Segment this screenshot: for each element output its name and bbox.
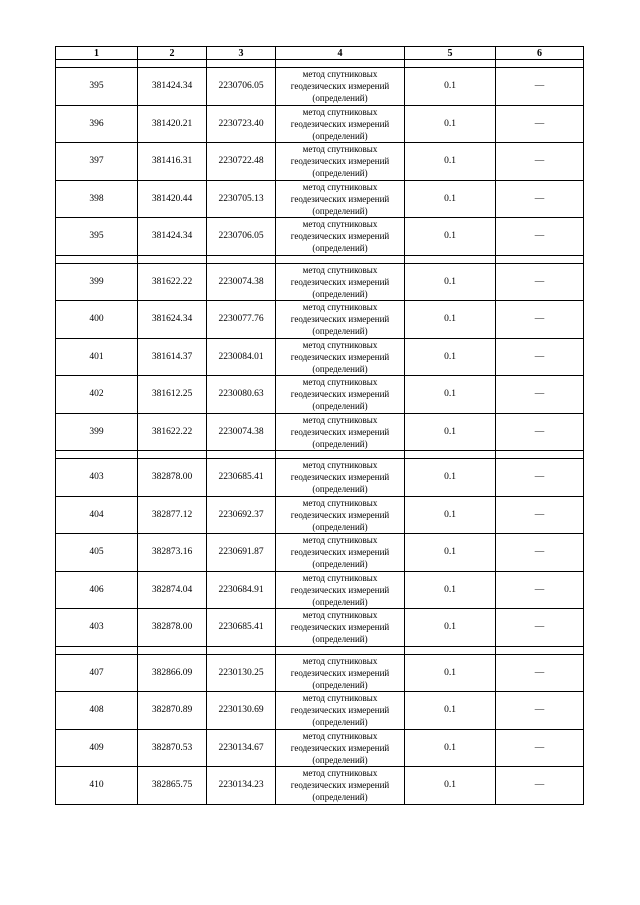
empty-cell	[138, 646, 207, 654]
method-text-line: метод спутниковых	[302, 181, 378, 192]
method-text-line: геодезических измерений	[290, 156, 390, 167]
y-coordinate-cell: 2230134.67	[207, 729, 276, 767]
method-text-line: геодезических измерений	[290, 389, 390, 400]
method-text-line: (определений)	[312, 596, 368, 607]
table-row	[56, 143, 584, 181]
method-cell	[276, 654, 405, 692]
point-number-cell: 399	[56, 413, 138, 451]
point-number-cell: 406	[56, 571, 138, 609]
table-row	[56, 654, 584, 692]
method-text-line: метод спутниковых	[302, 768, 378, 779]
method-text-line: метод спутниковых	[302, 377, 378, 388]
method-cell	[276, 338, 405, 376]
note-cell: —	[496, 654, 584, 692]
note-cell: —	[496, 571, 584, 609]
method-text-line: (определений)	[312, 438, 368, 449]
method-text-line: метод спутниковых	[302, 69, 378, 80]
x-coordinate-cell: 382878.00	[138, 459, 207, 497]
point-number-cell: 405	[56, 534, 138, 572]
group-separator-row	[56, 646, 584, 654]
empty-cell	[207, 451, 276, 459]
method-text-line: геодезических измерений	[290, 231, 390, 242]
y-coordinate-cell: 2230074.38	[207, 413, 276, 451]
point-number-cell: 397	[56, 143, 138, 181]
note-cell: —	[496, 534, 584, 572]
method-cell	[276, 218, 405, 256]
method-text-line: геодезических измерений	[290, 426, 390, 437]
y-coordinate-cell: 2230685.41	[207, 609, 276, 647]
method-text-line: метод спутниковых	[302, 302, 378, 313]
accuracy-cell: 0.1	[405, 654, 496, 692]
empty-cell	[276, 451, 405, 459]
note-cell: —	[496, 376, 584, 414]
method-text-line: (определений)	[312, 792, 368, 803]
method-text-line: (определений)	[312, 130, 368, 141]
note-cell: —	[496, 496, 584, 534]
method-text-line: геодезических измерений	[290, 193, 390, 204]
table-row	[56, 105, 584, 143]
empty-cell	[207, 646, 276, 654]
x-coordinate-cell: 381622.22	[138, 263, 207, 301]
coordinates-table	[55, 46, 584, 805]
y-coordinate-cell: 2230692.37	[207, 496, 276, 534]
accuracy-cell: 0.1	[405, 534, 496, 572]
method-cell	[276, 180, 405, 218]
x-coordinate-cell: 381614.37	[138, 338, 207, 376]
table-row	[56, 68, 584, 106]
note-cell: —	[496, 729, 584, 767]
x-coordinate-cell: 382878.00	[138, 609, 207, 647]
y-coordinate-cell: 2230684.91	[207, 571, 276, 609]
y-coordinate-cell: 2230706.05	[207, 218, 276, 256]
point-number-cell: 408	[56, 692, 138, 730]
method-text-line: метод спутниковых	[302, 460, 378, 471]
accuracy-cell: 0.1	[405, 143, 496, 181]
empty-cell	[56, 255, 138, 263]
method-text-line: метод спутниковых	[302, 106, 378, 117]
empty-cell	[405, 255, 496, 263]
method-cell	[276, 301, 405, 339]
y-coordinate-cell: 2230130.69	[207, 692, 276, 730]
method-text-line: геодезических измерений	[290, 276, 390, 287]
y-coordinate-cell: 2230685.41	[207, 459, 276, 497]
y-coordinate-cell: 2230705.13	[207, 180, 276, 218]
method-cell	[276, 376, 405, 414]
method-text-line: метод спутниковых	[302, 144, 378, 155]
group-separator-row	[56, 451, 584, 459]
empty-cell	[496, 646, 584, 654]
method-text-line: (определений)	[312, 93, 368, 104]
method-text-line: метод спутниковых	[302, 264, 378, 275]
method-text-line: (определений)	[312, 679, 368, 690]
note-cell: —	[496, 263, 584, 301]
method-text-line: геодезических измерений	[290, 622, 390, 633]
y-coordinate-cell: 2230706.05	[207, 68, 276, 106]
note-cell: —	[496, 338, 584, 376]
point-number-cell: 395	[56, 68, 138, 106]
accuracy-cell: 0.1	[405, 767, 496, 805]
y-coordinate-cell: 2230722.48	[207, 143, 276, 181]
method-cell	[276, 534, 405, 572]
method-text-line: (определений)	[312, 401, 368, 412]
method-text-line: геодезических измерений	[290, 742, 390, 753]
table-row	[56, 459, 584, 497]
method-text-line: (определений)	[312, 205, 368, 216]
x-coordinate-cell: 382870.89	[138, 692, 207, 730]
x-coordinate-cell: 382874.04	[138, 571, 207, 609]
table-row	[56, 767, 584, 805]
point-number-cell: 398	[56, 180, 138, 218]
empty-cell	[207, 255, 276, 263]
method-cell	[276, 692, 405, 730]
method-text-line: метод спутниковых	[302, 610, 378, 621]
method-text-line: (определений)	[312, 363, 368, 374]
empty-cell	[56, 646, 138, 654]
empty-cell	[496, 255, 584, 263]
note-cell: —	[496, 218, 584, 256]
method-text-line: геодезических измерений	[290, 81, 390, 92]
x-coordinate-cell: 381424.34	[138, 218, 207, 256]
method-cell	[276, 609, 405, 647]
point-number-cell: 401	[56, 338, 138, 376]
accuracy-cell: 0.1	[405, 263, 496, 301]
table-row	[56, 692, 584, 730]
point-number-cell: 399	[56, 263, 138, 301]
table-row	[56, 338, 584, 376]
y-coordinate-cell: 2230077.76	[207, 301, 276, 339]
empty-cell	[276, 646, 405, 654]
table-row	[56, 376, 584, 414]
header-cell-3: 3	[207, 47, 276, 60]
method-text-line: геодезических измерений	[290, 780, 390, 791]
table-row	[56, 609, 584, 647]
accuracy-cell: 0.1	[405, 496, 496, 534]
point-number-cell: 409	[56, 729, 138, 767]
empty-cell	[138, 255, 207, 263]
table-row	[56, 413, 584, 451]
method-text-line: (определений)	[312, 168, 368, 179]
point-number-cell: 400	[56, 301, 138, 339]
header-row	[56, 47, 584, 60]
note-cell: —	[496, 609, 584, 647]
x-coordinate-cell: 381420.44	[138, 180, 207, 218]
accuracy-cell: 0.1	[405, 413, 496, 451]
point-number-cell: 410	[56, 767, 138, 805]
table-row	[56, 729, 584, 767]
header-cell-2: 2	[138, 47, 207, 60]
point-number-cell: 407	[56, 654, 138, 692]
method-text-line: (определений)	[312, 484, 368, 495]
method-text-line: метод спутниковых	[302, 414, 378, 425]
method-text-line: (определений)	[312, 717, 368, 728]
x-coordinate-cell: 381622.22	[138, 413, 207, 451]
note-cell: —	[496, 459, 584, 497]
table-row	[56, 534, 584, 572]
empty-cell	[56, 451, 138, 459]
header-cell-4: 4	[276, 47, 405, 60]
y-coordinate-cell: 2230084.01	[207, 338, 276, 376]
method-cell	[276, 459, 405, 497]
empty-cell	[496, 451, 584, 459]
table-row	[56, 218, 584, 256]
y-coordinate-cell: 2230074.38	[207, 263, 276, 301]
method-text-line: метод спутниковых	[302, 535, 378, 546]
method-text-line: геодезических измерений	[290, 509, 390, 520]
method-text-line: геодезических измерений	[290, 472, 390, 483]
accuracy-cell: 0.1	[405, 338, 496, 376]
point-number-cell: 403	[56, 459, 138, 497]
table-row	[56, 571, 584, 609]
note-cell: —	[496, 413, 584, 451]
method-text-line: метод спутниковых	[302, 572, 378, 583]
note-cell: —	[496, 143, 584, 181]
accuracy-cell: 0.1	[405, 729, 496, 767]
empty-cell	[138, 60, 207, 68]
accuracy-cell: 0.1	[405, 459, 496, 497]
group-separator-row	[56, 255, 584, 263]
accuracy-cell: 0.1	[405, 692, 496, 730]
x-coordinate-cell: 381424.34	[138, 68, 207, 106]
accuracy-cell: 0.1	[405, 609, 496, 647]
accuracy-cell: 0.1	[405, 571, 496, 609]
empty-cell	[405, 60, 496, 68]
point-number-cell: 403	[56, 609, 138, 647]
table-row	[56, 301, 584, 339]
header-cell-5: 5	[405, 47, 496, 60]
x-coordinate-cell: 382866.09	[138, 654, 207, 692]
method-cell	[276, 68, 405, 106]
x-coordinate-cell: 382873.16	[138, 534, 207, 572]
header-cell-6: 6	[496, 47, 584, 60]
accuracy-cell: 0.1	[405, 376, 496, 414]
method-text-line: геодезических измерений	[290, 667, 390, 678]
method-cell	[276, 571, 405, 609]
empty-cell	[276, 255, 405, 263]
accuracy-cell: 0.1	[405, 68, 496, 106]
x-coordinate-cell: 381624.34	[138, 301, 207, 339]
y-coordinate-cell: 2230080.63	[207, 376, 276, 414]
header-cell-1: 1	[56, 47, 138, 60]
x-coordinate-cell: 382877.12	[138, 496, 207, 534]
method-text-line: метод спутниковых	[302, 655, 378, 666]
method-text-line: метод спутниковых	[302, 339, 378, 350]
accuracy-cell: 0.1	[405, 301, 496, 339]
method-text-line: (определений)	[312, 559, 368, 570]
table-row	[56, 496, 584, 534]
note-cell: —	[496, 767, 584, 805]
note-cell: —	[496, 301, 584, 339]
empty-cell	[496, 60, 584, 68]
table-row	[56, 263, 584, 301]
point-number-cell: 395	[56, 218, 138, 256]
method-cell	[276, 143, 405, 181]
group-separator-row	[56, 60, 584, 68]
empty-cell	[56, 60, 138, 68]
point-number-cell: 402	[56, 376, 138, 414]
method-text-line: геодезических измерений	[290, 584, 390, 595]
method-text-line: метод спутниковых	[302, 730, 378, 741]
method-cell	[276, 729, 405, 767]
method-text-line: (определений)	[312, 288, 368, 299]
method-cell	[276, 413, 405, 451]
method-cell	[276, 767, 405, 805]
x-coordinate-cell: 381420.21	[138, 105, 207, 143]
note-cell: —	[496, 105, 584, 143]
method-text-line: геодезических измерений	[290, 118, 390, 129]
method-text-line: (определений)	[312, 243, 368, 254]
accuracy-cell: 0.1	[405, 180, 496, 218]
method-text-line: метод спутниковых	[302, 693, 378, 704]
table-row	[56, 180, 584, 218]
method-cell	[276, 263, 405, 301]
accuracy-cell: 0.1	[405, 105, 496, 143]
method-text-line: геодезических измерений	[290, 351, 390, 362]
method-text-line: (определений)	[312, 634, 368, 645]
method-text-line: геодезических измерений	[290, 314, 390, 325]
empty-cell	[276, 60, 405, 68]
method-cell	[276, 105, 405, 143]
method-text-line: геодезических измерений	[290, 547, 390, 558]
method-text-line: (определений)	[312, 521, 368, 532]
y-coordinate-cell: 2230723.40	[207, 105, 276, 143]
method-cell	[276, 496, 405, 534]
note-cell: —	[496, 68, 584, 106]
empty-cell	[138, 451, 207, 459]
empty-cell	[207, 60, 276, 68]
y-coordinate-cell: 2230134.23	[207, 767, 276, 805]
note-cell: —	[496, 692, 584, 730]
method-text-line: метод спутниковых	[302, 497, 378, 508]
method-text-line: геодезических измерений	[290, 705, 390, 716]
y-coordinate-cell: 2230130.25	[207, 654, 276, 692]
x-coordinate-cell: 382870.53	[138, 729, 207, 767]
x-coordinate-cell: 382865.75	[138, 767, 207, 805]
method-text-line: (определений)	[312, 754, 368, 765]
point-number-cell: 396	[56, 105, 138, 143]
method-text-line: (определений)	[312, 326, 368, 337]
empty-cell	[405, 646, 496, 654]
empty-cell	[405, 451, 496, 459]
y-coordinate-cell: 2230691.87	[207, 534, 276, 572]
x-coordinate-cell: 381612.25	[138, 376, 207, 414]
method-text-line: метод спутниковых	[302, 219, 378, 230]
accuracy-cell: 0.1	[405, 218, 496, 256]
point-number-cell: 404	[56, 496, 138, 534]
note-cell: —	[496, 180, 584, 218]
x-coordinate-cell: 381416.31	[138, 143, 207, 181]
